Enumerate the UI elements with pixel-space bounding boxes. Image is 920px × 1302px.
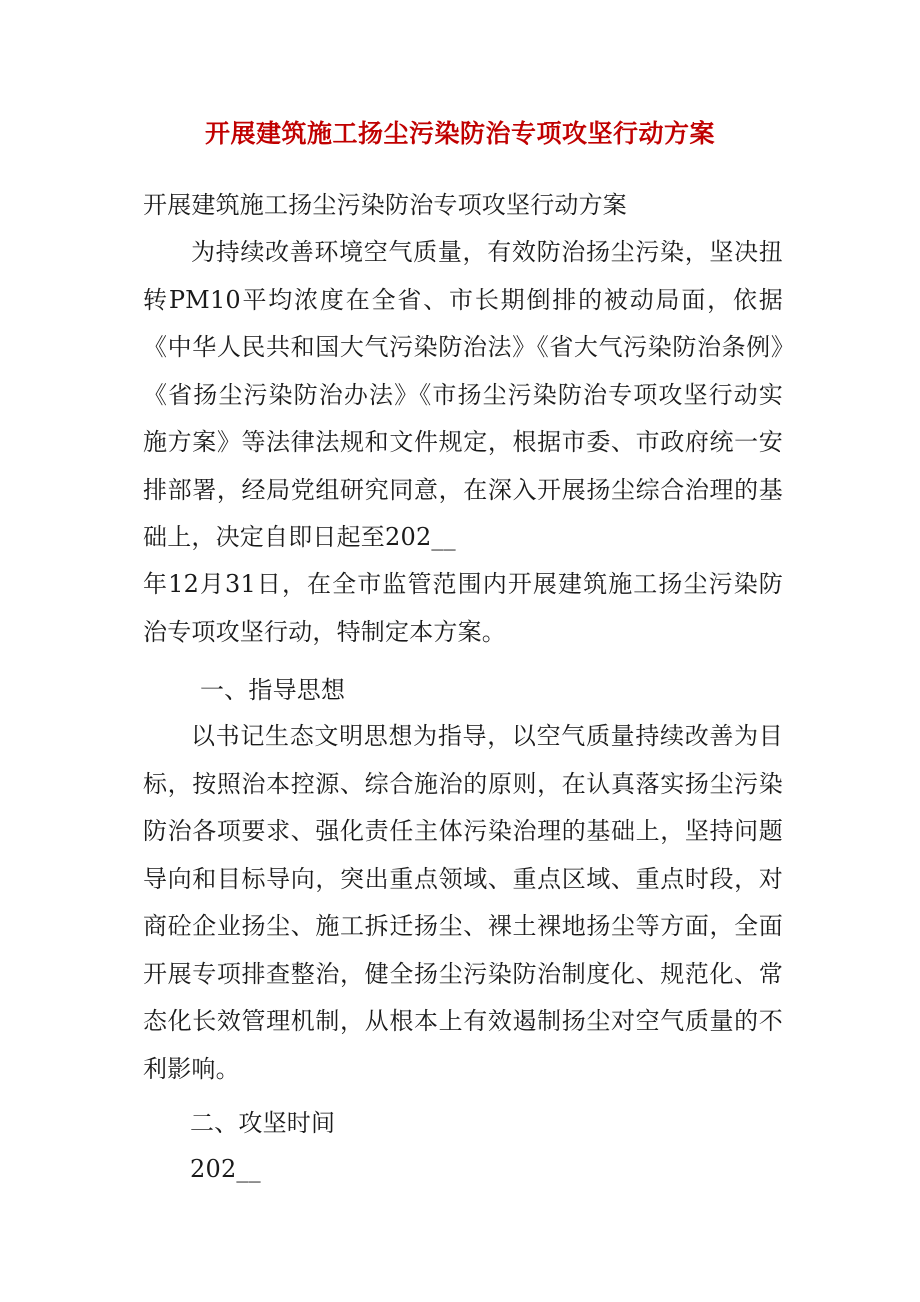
section-heading-guiding-thought: 一、指导思想 <box>200 676 346 704</box>
campaign-time-paragraph: 202__ <box>190 1155 261 1183</box>
document-title: 开展建筑施工扬尘污染防治专项攻坚行动方案 <box>204 119 715 148</box>
intro-continued-paragraph: 年12月31日，在全市监管范围内开展建筑施工扬尘污染防治专项攻坚行动，特制定本方案。 <box>143 570 783 646</box>
section-heading-campaign-time: 二、攻坚时间 <box>190 1109 336 1137</box>
document-subtitle: 开展建筑施工扬尘污染防治专项攻坚行动方案 <box>143 191 627 219</box>
guiding-thought-paragraph: 以书记生态文明思想为指导，以空气质量持续改善为目标，按照治本控源、综合施治的原则，在认真落实扬尘污染防治各项要求、强化责任主体污染治理的基础上，坚持问题导向和目标导向，突出重点领域、重点区域、重点时段，对商砼企业扬尘、施工拆迁扬尘、裸土裸地扬尘等方面，全面开展专项排查整治，健全扬尘污染防治制度化、规范化、常态化长效管理机制，从根本上有效遏制扬尘对空气质量的不利影响。 <box>143 722 783 1083</box>
intro-paragraph: 为持续改善环境空气质量，有效防治扬尘污染，坚决扭转PM10平均浓度在全省、市长期倒排的被动局面，依据《中华人民共和国大气污染防治法》《省大气污染防治条例》《省扬尘污染防治办法》《市扬尘污染防治专项攻坚行动实施方案》等法律法规和文件规定，根据市委、市政府统一安排部署，经局党组研究同意，在深入开展扬尘综合治理的基础上，决定自即日起至202__ <box>143 238 783 551</box>
